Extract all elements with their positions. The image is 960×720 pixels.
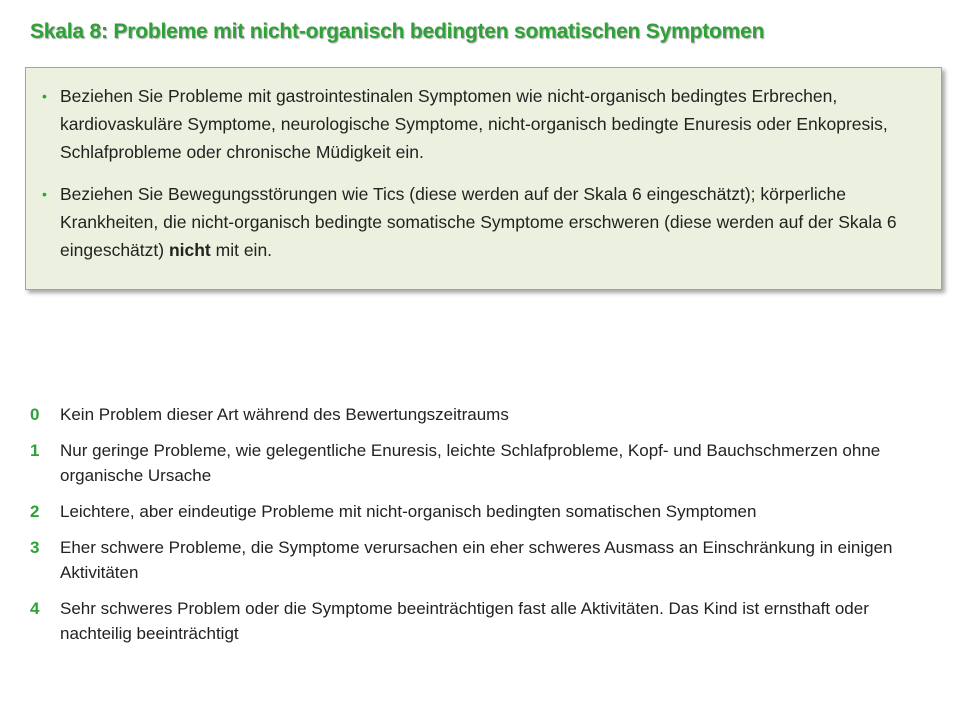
rating-scale-list	[30, 402, 940, 657]
scale-number: 3	[30, 538, 40, 557]
bullet-icon: •	[42, 186, 47, 202]
scale-item-4	[30, 596, 940, 646]
info-bullet-include-text: Beziehen Sie Probleme mit gastrointestinalen Symptomen wie nicht-organisch bedingtes Erbrechen, kardiovaskuläre Symptome, neurologische Symptome, nicht-organisch bedingte Enuresis oder Enkopresis, Schlafprobleme oder chronische Müdigkeit ein.	[60, 86, 888, 162]
scale-number: 1	[30, 441, 40, 460]
scale-description: Kein Problem dieser Art während des Bewertungszeitraums	[60, 405, 509, 424]
scale-item-3	[30, 535, 940, 585]
scale-description: Sehr schweres Problem oder die Symptome beeinträchtigen fast alle Aktivitäten. Das Kind ist ernsthaft oder nachteilig beeinträchtigt	[60, 599, 869, 643]
info-bullet-exclude-text: Beziehen Sie Bewegungsstörungen wie Tics (diese werden auf der Skala 6 eingeschätzt); körperliche Krankheiten, die nicht-organisch bedingte somatische Symptome erschweren (diese werden auf der Skala 6 eingeschätzt)	[60, 184, 897, 260]
scale-description: Leichtere, aber eindeutige Probleme mit nicht-organisch bedingten somatischen Symptomen	[60, 502, 757, 521]
scale-description: Nur geringe Probleme, wie gelegentliche Enuresis, leichte Schlafprobleme, Kopf- und Bauchschmerzen ohne organische Ursache	[60, 441, 881, 485]
emphasis-nicht: nicht	[168, 240, 211, 260]
scale-number: 0	[30, 405, 40, 424]
info-bullet-exclude-end: mit ein.	[210, 240, 273, 260]
scale-number: 4	[30, 599, 40, 618]
info-bullet-list	[42, 82, 927, 264]
scale-item-1	[30, 438, 940, 488]
scale-item-2	[30, 499, 940, 524]
info-bullet-exclude	[42, 180, 927, 264]
page-title: Skala 8: Probleme mit nicht-organisch bedingten somatischen Symptomen	[30, 20, 765, 43]
scale-description: Eher schwere Probleme, die Symptome verursachen ein eher schweres Ausmass an Einschränkung in einigen Aktivitäten	[60, 538, 893, 582]
info-bullet-include	[42, 82, 927, 166]
scale-item-0	[30, 402, 940, 427]
bullet-icon: •	[42, 88, 47, 104]
scale-number: 2	[30, 502, 40, 521]
info-box	[25, 67, 942, 290]
